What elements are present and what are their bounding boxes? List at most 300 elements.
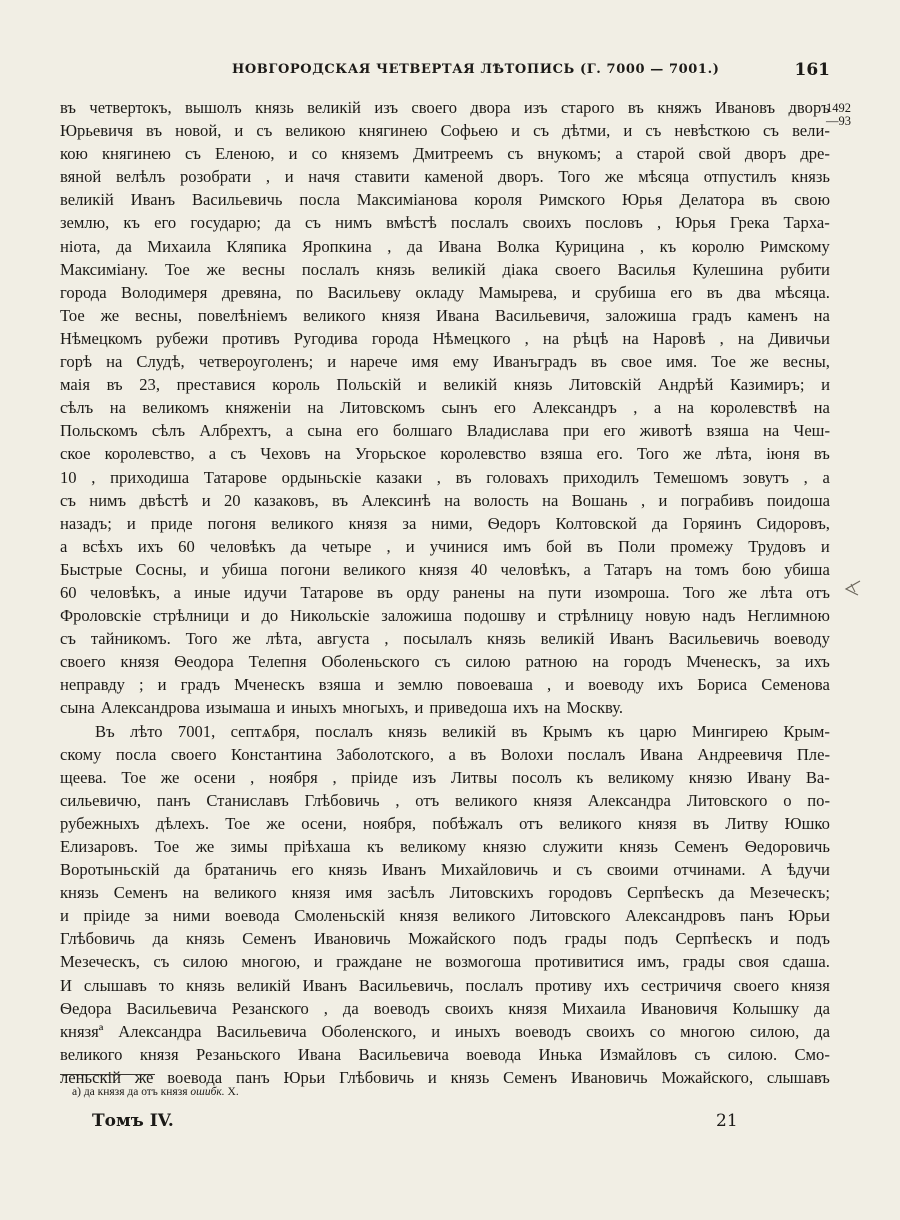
text-line: [60, 581, 830, 604]
word: да: [290, 536, 307, 556]
word: Володимеря: [121, 282, 208, 302]
word: Слудѣ,: [136, 352, 185, 372]
word: промежу: [670, 536, 734, 556]
text-line: [60, 327, 830, 350]
word: князяª: [60, 1021, 104, 1041]
word: Ивана: [436, 305, 480, 325]
word: великого: [343, 559, 406, 579]
word: великомъ: [142, 398, 209, 418]
word: ,: [387, 236, 392, 256]
word: великою: [285, 121, 346, 141]
word: и: [240, 606, 250, 626]
word: князя: [638, 813, 677, 833]
word: отъ: [415, 790, 440, 810]
word: ,: [656, 213, 662, 233]
word: да: [174, 860, 191, 880]
word: діака: [502, 259, 539, 279]
word: слышавъ: [83, 975, 147, 995]
word: Серпѣескъ: [675, 929, 753, 949]
text-line: [60, 858, 830, 881]
word: на: [307, 398, 324, 418]
word: въ: [706, 282, 723, 302]
word: Васильевича: [216, 1021, 307, 1041]
word: въ: [813, 444, 830, 464]
word: подошву: [463, 606, 526, 626]
word: лѣта,: [265, 629, 303, 649]
word: на: [109, 398, 126, 418]
word: Яропкина: [301, 236, 372, 256]
word: противу: [535, 975, 592, 995]
word: окладу: [415, 282, 465, 302]
word: Максиміану.: [60, 259, 149, 279]
word: городъ: [623, 652, 672, 672]
word: а: [822, 467, 830, 487]
word: четвертокъ,: [89, 98, 172, 117]
word: великого: [303, 305, 366, 325]
word: Оболеньского: [321, 652, 420, 672]
word: Мченескъ,: [686, 652, 761, 672]
word: королевствѣ: [710, 398, 798, 418]
word: и: [623, 121, 633, 141]
word: своего: [170, 744, 217, 764]
word: человѣкъ,: [90, 582, 160, 602]
word: ,: [719, 328, 724, 348]
word: взяша: [540, 444, 583, 464]
word: въ: [511, 721, 528, 741]
word: и: [313, 952, 323, 972]
word: за: [775, 652, 790, 672]
word: великого: [559, 813, 622, 833]
word: Васильевичь: [668, 629, 760, 649]
word: Татарове: [203, 467, 267, 487]
signature-mark: 21: [716, 1111, 738, 1131]
word: Дмитреемъ: [412, 144, 494, 164]
word: казаки: [376, 467, 423, 487]
word: мѣсяца.: [775, 282, 830, 302]
word: свое: [620, 352, 652, 372]
word: на: [542, 490, 559, 510]
text-line: [60, 258, 830, 281]
word: его: [154, 213, 177, 233]
word: лѣта: [760, 582, 793, 602]
word: съ: [153, 952, 170, 972]
word: ,: [395, 790, 400, 810]
word: послалъ: [315, 721, 373, 741]
text-line: [60, 927, 830, 950]
word: Семенова: [761, 675, 830, 695]
word: рубежныхъ: [60, 813, 140, 833]
word: къ: [607, 721, 625, 741]
word: отчинами.: [673, 860, 746, 880]
word: убиша: [784, 559, 830, 579]
word: съ: [645, 121, 662, 141]
word: болшаго: [392, 421, 453, 441]
word: къ: [123, 213, 141, 233]
word: Чеховъ: [260, 444, 311, 464]
word: великого: [271, 513, 334, 533]
text-line: [60, 489, 830, 512]
word: стрѣлници: [153, 606, 229, 626]
word: бою: [742, 559, 772, 579]
word: Михаила: [147, 236, 211, 256]
word: и: [821, 375, 830, 395]
word: старого: [561, 98, 615, 117]
word: Тое: [165, 259, 190, 279]
word: подъ: [624, 929, 658, 949]
word: изомроша.: [594, 582, 670, 602]
word: поидоша: [767, 490, 830, 510]
word: отпустилъ: [703, 167, 777, 187]
word: щеева.: [60, 767, 107, 787]
word: ставити: [354, 167, 410, 187]
word: ,: [91, 467, 96, 487]
word: Мезеческъ,: [60, 952, 140, 972]
word: же: [134, 1067, 154, 1087]
word: Того: [637, 444, 669, 464]
text-line: [60, 696, 830, 719]
footnote-sign: Х.: [227, 1086, 239, 1098]
word: великого: [60, 1044, 123, 1064]
word: воевода: [167, 1067, 223, 1087]
word: князя: [508, 998, 548, 1018]
word: братаничь: [204, 860, 277, 880]
word: всѣхъ: [82, 536, 123, 556]
word: съ: [576, 860, 593, 880]
text-line: [60, 558, 830, 581]
word: градъ: [180, 675, 221, 695]
word: княгинею: [358, 121, 428, 141]
word: повелѣніемъ: [197, 305, 288, 325]
word: взяша: [318, 675, 361, 695]
word: великого: [452, 906, 516, 926]
word: Семенъ: [503, 1067, 558, 1087]
word: его: [493, 398, 516, 418]
word: Серпѣескъ: [627, 883, 704, 903]
word: въ: [455, 467, 472, 487]
word: ,: [265, 167, 270, 187]
word: не: [415, 952, 432, 972]
word: Владислава: [466, 421, 549, 441]
text-line: [60, 974, 830, 997]
word: Мингирею: [691, 721, 769, 741]
word: о: [783, 790, 792, 810]
text-line: [60, 789, 830, 812]
word: въ: [586, 536, 603, 556]
word: Резанского: [231, 998, 309, 1018]
word: Юрьевичя: [60, 121, 133, 141]
word: пріиде: [83, 906, 130, 926]
word: и: [405, 536, 415, 556]
word: Крымъ: [542, 721, 593, 741]
word: Васильевичь: [191, 190, 283, 210]
word: посылалъ: [403, 629, 473, 649]
text-line: [60, 535, 830, 558]
word: скому: [60, 744, 102, 764]
word: Крым-: [783, 721, 830, 741]
word: Александрова: [100, 698, 200, 718]
word: древяна,: [221, 282, 282, 302]
word: Семенъ: [674, 837, 729, 856]
word: великому: [607, 767, 675, 787]
word: воеводъ: [515, 1021, 572, 1041]
word: Тое: [154, 837, 180, 856]
word: ;: [139, 675, 144, 695]
word: Измайловъ: [599, 1044, 678, 1064]
word: Кулешина: [692, 259, 764, 279]
word: лѣта,: [715, 444, 753, 464]
word: Татаръ: [603, 559, 653, 579]
word: волость: [473, 490, 529, 510]
word: и: [288, 144, 298, 164]
word: своего: [60, 652, 106, 672]
word: Васильевичь,: [358, 975, 454, 995]
word: Иванъ: [302, 975, 347, 995]
word: Быстрые: [60, 559, 123, 579]
word: князя: [381, 305, 421, 325]
word: два: [737, 282, 761, 302]
word: да: [814, 1021, 830, 1041]
page-number: 161: [794, 60, 830, 80]
word: и: [199, 559, 209, 579]
word: Римского: [538, 190, 606, 210]
word: Михайловичь: [440, 860, 538, 880]
word: княземъ: [341, 144, 399, 164]
pencil-mark-icon: [842, 579, 862, 601]
word: князь: [619, 837, 658, 856]
word: Фроловскіе: [60, 606, 142, 626]
word: своя: [738, 952, 770, 972]
word: города: [60, 282, 107, 302]
word: съ: [230, 444, 247, 464]
text-line: [60, 281, 830, 304]
word: Васильеву: [327, 282, 402, 302]
word: Ѳедоровичь: [744, 837, 830, 856]
word: и: [60, 906, 69, 926]
word: а: [285, 421, 294, 441]
word: послалъ: [301, 259, 360, 279]
word: свою: [794, 190, 830, 210]
word: да: [814, 998, 830, 1018]
word: силою: [465, 652, 511, 672]
word: то: [158, 975, 175, 995]
word: ноября: [268, 767, 318, 787]
word: Станиславъ: [206, 790, 289, 810]
word: вели-: [792, 121, 830, 141]
word: начя: [308, 167, 340, 187]
word: Сидоровъ,: [756, 513, 830, 533]
word: великого: [214, 883, 277, 903]
word: побѣжалъ: [432, 813, 503, 833]
word: сильевичю,: [60, 790, 142, 810]
word: погони: [280, 559, 331, 579]
word: велѣлъ: [116, 167, 166, 187]
word: землю,: [60, 213, 110, 233]
word: ,: [639, 236, 645, 256]
word: и: [157, 675, 167, 695]
word: нарече: [350, 352, 398, 372]
word: послалъ: [567, 744, 626, 764]
word: иныхъ: [455, 1021, 501, 1041]
word: со: [311, 144, 328, 164]
text-line: [60, 1043, 830, 1066]
word: бой: [546, 536, 572, 556]
word: Можайского,: [661, 1067, 754, 1087]
word: въ: [590, 352, 607, 372]
word: Иванъ: [130, 190, 176, 210]
word: великого: [454, 790, 518, 810]
word: его: [670, 282, 693, 302]
word: изъ: [374, 98, 399, 117]
word: Смоленьскій: [294, 906, 385, 926]
word: послалъ: [465, 975, 524, 995]
word: по-: [807, 790, 830, 810]
running-header: [60, 60, 830, 84]
text-line: [60, 627, 830, 650]
word: и: [431, 1021, 441, 1041]
text-line: [60, 304, 830, 327]
text-line: [60, 512, 830, 535]
word: зовутъ: [742, 467, 789, 487]
text-line: [60, 419, 830, 442]
word: послалъ: [450, 213, 509, 233]
word: ихъ: [658, 675, 684, 695]
word: погоня: [207, 513, 257, 533]
word: же: [232, 629, 251, 649]
word: же: [604, 167, 624, 187]
word: панъ: [739, 906, 774, 926]
word: маія: [60, 375, 90, 395]
word: новой,: [175, 121, 222, 141]
word: приведоша: [429, 698, 508, 718]
word: септѧбря,: [230, 721, 300, 741]
word: Ивану: [746, 767, 792, 787]
word: Семенъ: [113, 883, 168, 903]
word: и: [571, 282, 581, 302]
word: съ: [533, 121, 550, 141]
word: великій: [236, 975, 291, 995]
word: имя: [345, 883, 373, 903]
word: ,: [384, 629, 389, 649]
word: Сосны,: [135, 559, 187, 579]
word: ихъ: [513, 698, 539, 718]
word: съ: [763, 121, 779, 141]
word: же: [100, 305, 120, 325]
word: съ: [256, 121, 273, 141]
word: его: [291, 860, 314, 880]
word: да: [718, 883, 735, 903]
word: Албрехтъ,: [199, 421, 272, 441]
word: Трудовъ: [748, 536, 806, 556]
text-line: [60, 142, 830, 165]
word: сестричичя: [641, 975, 722, 995]
word: рубити: [780, 259, 830, 279]
word: Колышку: [732, 998, 800, 1018]
word: и: [565, 675, 575, 695]
word: весны,: [134, 305, 183, 325]
word: приде: [150, 513, 193, 533]
volume-label: Томъ IV.: [92, 1111, 174, 1131]
word: изъ: [523, 98, 548, 117]
word: кою: [60, 144, 88, 164]
word: посла: [299, 190, 340, 210]
word: Тое: [60, 305, 85, 325]
word: и: [201, 490, 211, 510]
word: князь: [450, 1067, 490, 1087]
word: а: [173, 582, 181, 602]
word: нимъ: [335, 213, 372, 233]
word: Юрьи: [788, 906, 830, 926]
word: иныхъ: [291, 698, 337, 718]
word: при: [563, 421, 590, 441]
word: человѣкъ,: [500, 559, 571, 579]
word: вяной: [60, 167, 102, 187]
word: и: [414, 698, 424, 718]
word: да: [651, 513, 668, 533]
word: Ѳедора: [60, 998, 112, 1018]
word: дре-: [800, 144, 830, 164]
word: возмогоша: [445, 952, 522, 972]
word: да: [342, 998, 359, 1018]
word: князь: [60, 883, 99, 903]
word: съ: [507, 144, 524, 164]
word: князь: [185, 929, 225, 949]
word: на: [182, 883, 200, 903]
word: князя: [348, 513, 388, 533]
word: нимъ: [89, 490, 127, 510]
word: градъ: [692, 305, 732, 325]
footnote-abbr: ошибк.: [190, 1086, 225, 1098]
word: Мезеческъ;: [749, 883, 830, 903]
word: надъ: [702, 606, 736, 626]
word: ,: [640, 490, 646, 510]
word: Чеш-: [793, 421, 830, 441]
word: панъ: [235, 1067, 270, 1087]
word: а: [60, 536, 68, 556]
word: Волка: [496, 236, 540, 256]
word: Мамырева,: [478, 282, 558, 302]
margin-year-bottom: —93: [826, 114, 851, 128]
word: съ: [60, 490, 76, 510]
word: Ивановичь: [313, 929, 391, 949]
word: и: [769, 929, 779, 949]
word: Темешомъ: [653, 467, 729, 487]
word: великій: [307, 98, 361, 117]
word: заложиша: [381, 606, 452, 626]
word: воевода: [466, 1044, 522, 1064]
word: Заболотского,: [336, 744, 434, 764]
word: Литвы: [450, 767, 498, 787]
word: на: [737, 328, 755, 348]
word: граждане: [336, 952, 403, 972]
word: ему: [452, 352, 479, 372]
word: короля: [474, 190, 523, 210]
word: на: [622, 328, 639, 348]
word: Михаила: [562, 998, 626, 1018]
word: посла: [115, 744, 157, 764]
word: Колтовской: [555, 513, 637, 533]
word: Литовскій: [569, 375, 642, 395]
word: иные: [194, 582, 231, 602]
word: изымаша: [205, 698, 271, 718]
word: князь: [255, 98, 294, 117]
word: Пле-: [796, 744, 830, 764]
word: ,: [323, 998, 328, 1018]
word: Угорьское: [354, 444, 427, 464]
word: великій: [443, 375, 498, 395]
word: отъ: [806, 582, 830, 602]
word: Того: [185, 629, 218, 649]
word: а: [208, 444, 217, 464]
